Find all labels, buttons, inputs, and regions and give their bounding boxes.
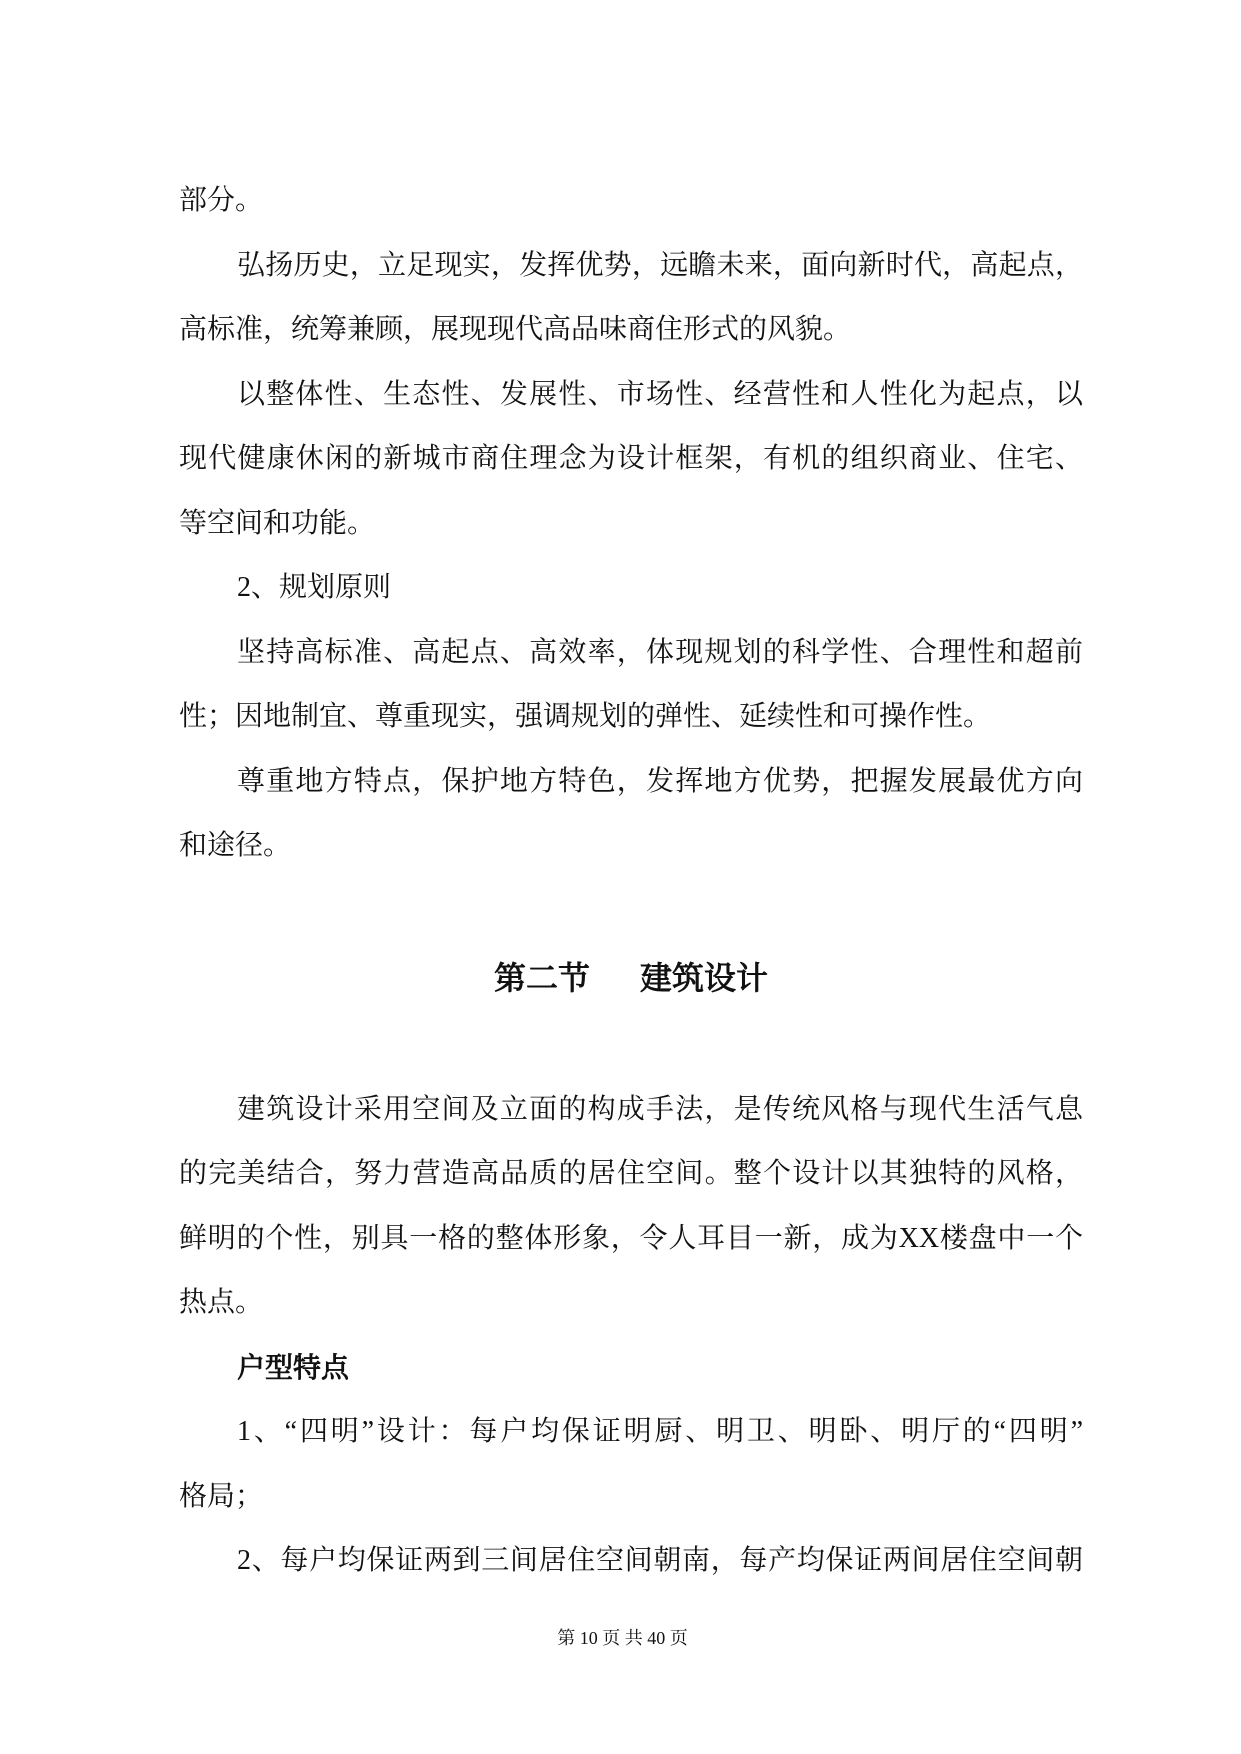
numbered-item-title [179,556,1083,621]
list-item [179,1529,1083,1594]
paragraph-line: 坚持高标准、高起点、高效率，体现规划的科学性、合理性和超前 [237,636,1083,668]
paragraph-line: 格局； [179,1480,264,1512]
section-number: 第二节 [493,959,590,996]
paragraph [179,169,1083,234]
section-body [179,1078,1083,1594]
paragraph-line: 性；因地制宜、尊重现实，强调规划的弹性、延续性和可操作性。 [179,701,992,732]
page-footer: 第 10 页 共 40 页 [557,1628,688,1648]
paragraph-line: 尊重地方特点，保护地方特色，发挥地方优势，把握发展最优方向 [237,765,1083,797]
paragraph-line: 1、“四明”设计：每户均保证明厨、明卫、明卧、明厅的“四明” [237,1416,1083,1447]
paragraph-line: 高标准，统筹兼顾，展现现代高品味商住形式的风貌。 [179,314,852,345]
paragraph [179,1078,1083,1336]
paragraph-line: 2、每户均保证两到三间居住空间朝南，每产均保证两间居住空间朝 [237,1545,1083,1576]
page-body [179,169,1083,1594]
paragraph [179,750,1083,879]
list-item [179,1400,1083,1529]
paragraph [179,621,1083,750]
paragraph-line: 的完美结合，努力营造高品质的居住空间。整个设计以其独特的风格， [179,1158,1083,1189]
paragraph-line: 现代健康休闲的新城市商住理念为设计框架，有机的组织商业、住宅、 [179,443,1083,474]
paragraph [179,363,1083,557]
paragraph-line: 以整体性、生态性、发展性、市场性、经营性和人性化为起点，以 [237,378,1083,410]
paragraph-line: 部分。 [179,185,264,216]
paragraph [179,234,1083,363]
section-heading [179,946,1083,1011]
paragraph-line: 等空间和功能。 [179,507,376,539]
paragraph-line: 2、规划原则 [237,572,392,603]
paragraph-line: 弘扬历史，立足现实，发挥优势，远瞻未来，面向新时代，高起点， [237,249,1083,281]
paragraph-line: 鲜明的个性，别具一格的整体形象，令人耳目一新，成为XX楼盘中一个 [179,1222,1083,1254]
paragraph-line: 热点。 [179,1287,264,1318]
subheading: 户型特点 [237,1351,350,1383]
section-title: 建筑设计 [640,959,769,996]
paragraph-line: 和途径。 [179,830,292,861]
paragraph-line: 建筑设计采用空间及立面的构成手法，是传统风格与现代生活气息 [237,1093,1083,1125]
